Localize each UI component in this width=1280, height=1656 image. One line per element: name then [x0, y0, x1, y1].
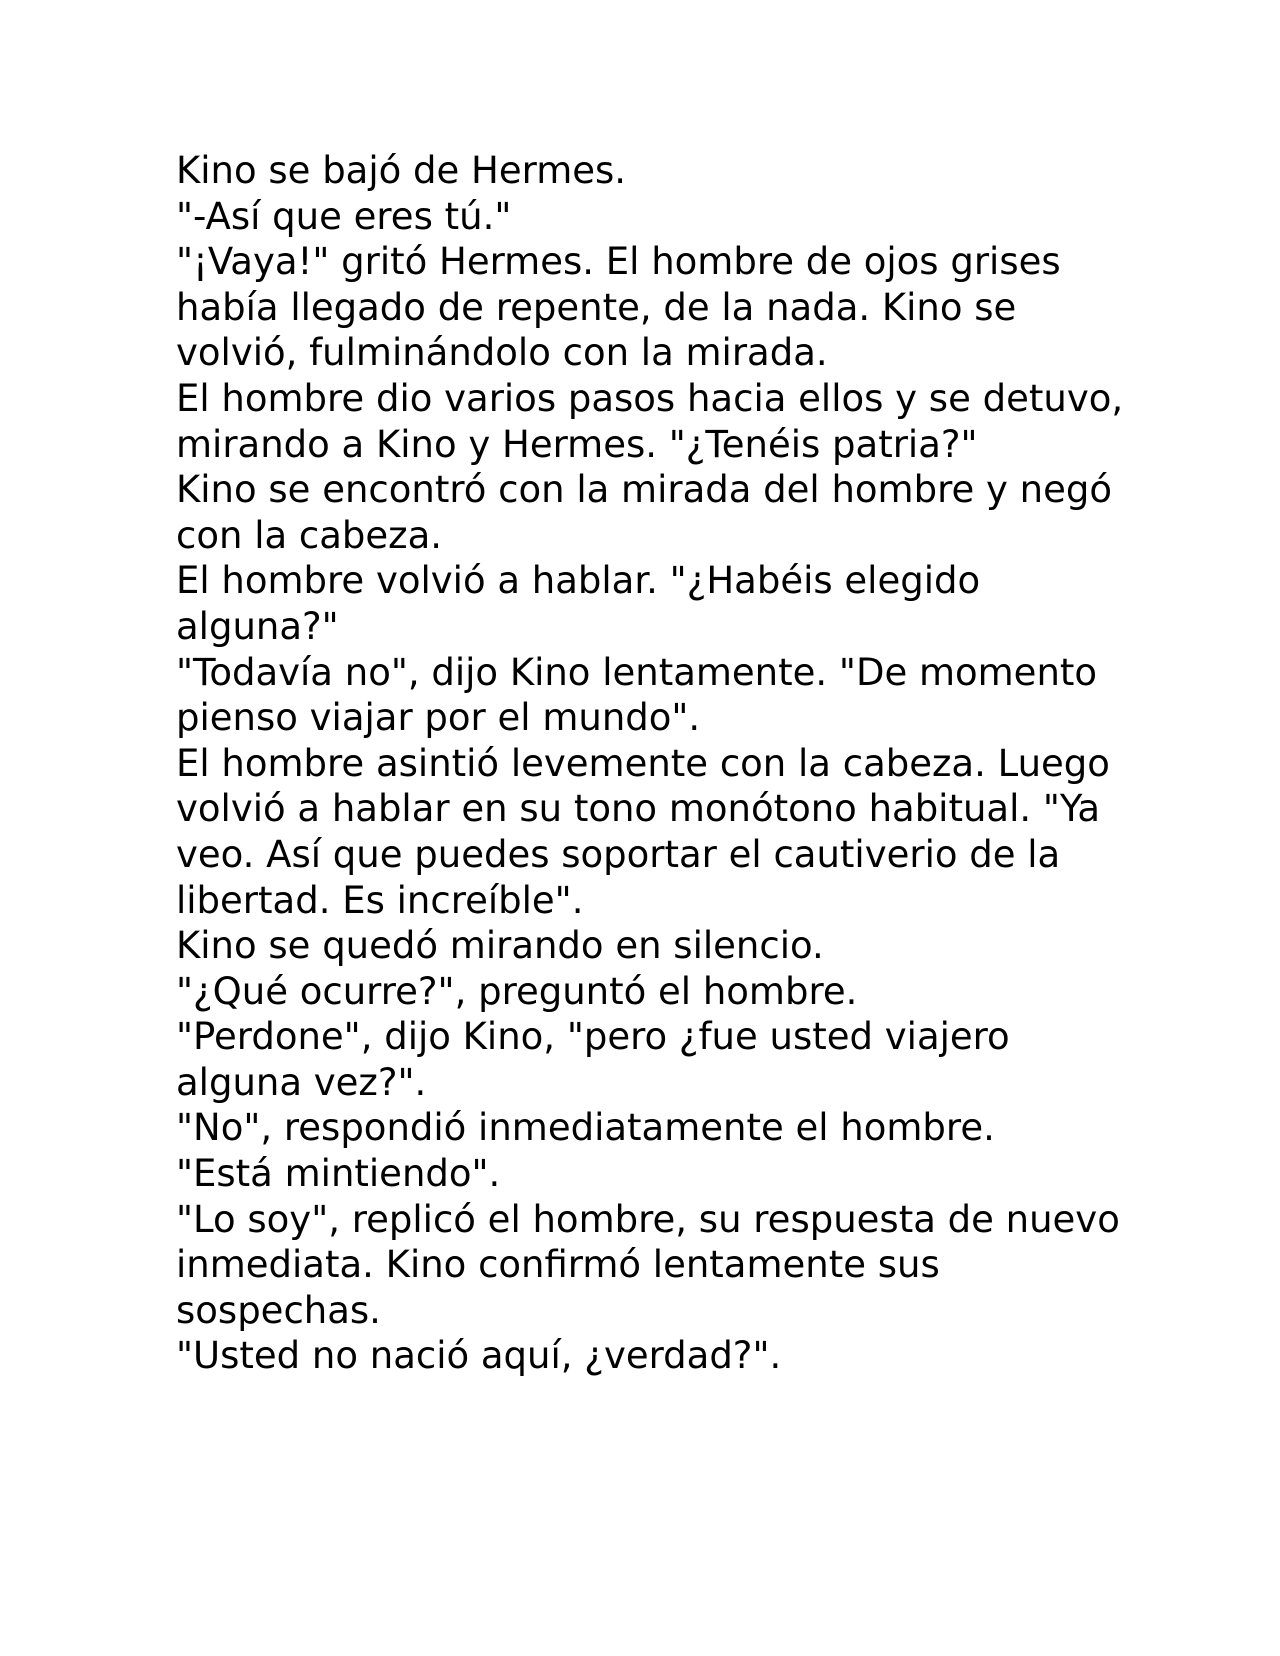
- paragraph: "¿Qué ocurre?", preguntó el hombre.: [176, 969, 858, 1013]
- paragraph: El hombre volvió a hablar. "¿Habéis elegido alguna?": [176, 559, 981, 648]
- paragraph: "Está mintiendo".: [176, 1152, 501, 1196]
- paragraph: Kino se quedó mirando en silencio.: [176, 924, 824, 968]
- paragraph: "Lo soy", replicó el hombre, su respuesta de nuevo inmediata. Kino confirmó lentamente sus sospechas.: [176, 1197, 1120, 1332]
- paragraph: "Usted no nació aquí, ¿verdad?".: [176, 1334, 782, 1378]
- paragraph: El hombre asintió levemente con la cabeza. Luego volvió a hablar en su tono monótono habitual. "Ya veo. Así que puedes soportar el cautiverio de la libertad. Es increíble".: [176, 741, 1110, 922]
- paragraph: "Todavía no", dijo Kino lentamente. "De momento pienso viajar por el mundo".: [176, 650, 1098, 740]
- paragraph: "¡Vaya!" gritó Hermes. El hombre de ojos grises había llegado de repente, de la nada. Kino se volvió, fulminándolo con la mirada.: [176, 240, 1061, 375]
- paragraph: Kino se encontró con la mirada del hombre y negó con la cabeza.: [176, 468, 1113, 557]
- paragraph: El hombre dio varios pasos hacia ellos y se detuvo, mirando a Kino y Hermes. "¿Tenéis patria?": [176, 376, 1124, 466]
- paragraph: "Perdone", dijo Kino, "pero ¿fue usted viajero alguna vez?".: [176, 1015, 1010, 1104]
- paragraph: Kino se bajó de Hermes.: [176, 149, 627, 192]
- paragraph: "-Así que eres tú.": [176, 194, 512, 238]
- paragraph: "No", respondió inmediatamente el hombre.: [176, 1106, 995, 1150]
- body-text: [176, 148, 1136, 1379]
